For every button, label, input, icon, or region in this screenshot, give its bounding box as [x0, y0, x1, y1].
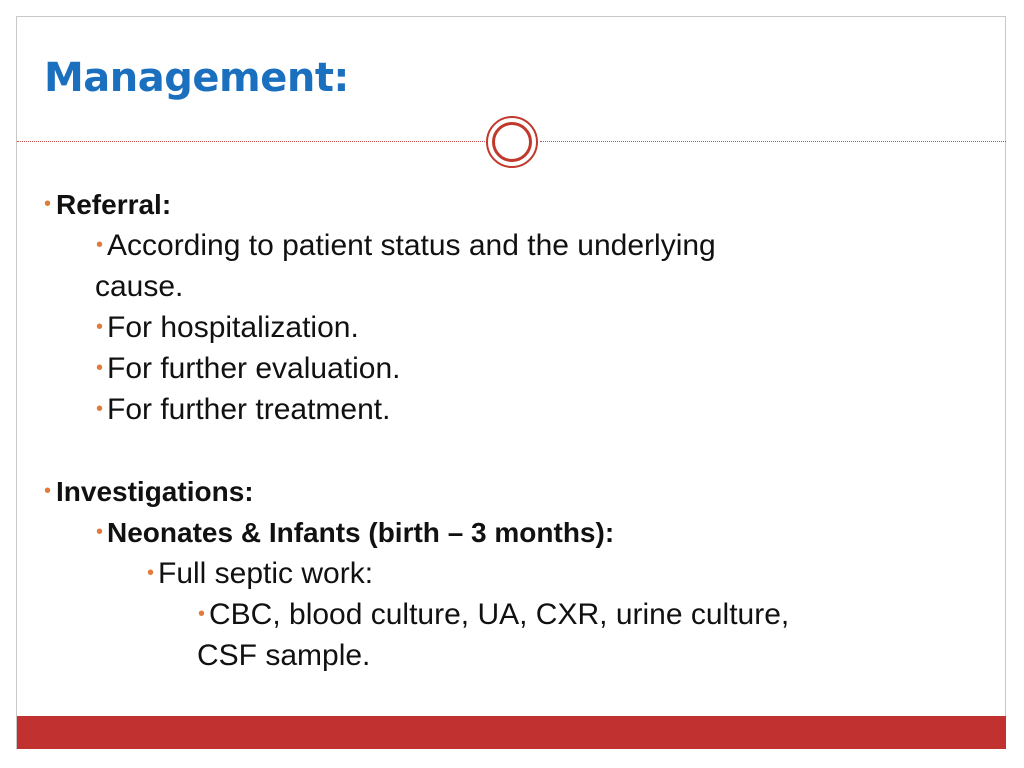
referral-item-text: According to patient status and the underlying: [107, 229, 716, 262]
referral-item-text: For hospitalization.: [107, 311, 359, 344]
bullet-dot-icon: •: [96, 398, 104, 420]
bullet-neonates-infants: [44, 512, 944, 553]
bullet-investigations: [44, 471, 944, 512]
referral-item-text: cause.: [95, 270, 184, 303]
header-divider-right: [540, 141, 1006, 142]
investigations-subitem: Full septic work:: [158, 557, 374, 590]
bullet-referral-hospitalization: [44, 307, 944, 348]
bullet-dot-icon: •: [96, 234, 104, 256]
referral-item-text: For further evaluation.: [107, 352, 401, 385]
bullet-referral-evaluation: [44, 348, 944, 389]
slide-content: [44, 184, 944, 676]
slide-title: Management:: [44, 55, 349, 101]
bullet-referral-status: [44, 225, 944, 266]
investigations-subheading: Neonates & Infants (birth – 3 months):: [107, 517, 615, 548]
header-divider-left: [17, 141, 485, 142]
bullet-referral-treatment: [44, 389, 944, 430]
bullet-dot-icon: •: [96, 316, 104, 338]
section-heading-investigations: Investigations:: [56, 476, 254, 507]
bullet-dot-icon: •: [96, 521, 104, 543]
ring-ornament-inner: [492, 122, 532, 162]
bullet-full-septic-work: [44, 553, 944, 594]
footer-bar: [17, 716, 1006, 749]
bullet-dot-icon: •: [96, 357, 104, 379]
bullet-dot-icon: •: [198, 603, 206, 625]
investigations-detail-text: CBC, blood culture, UA, CXR, urine culture,: [209, 598, 790, 631]
ring-ornament-icon: [486, 116, 538, 168]
referral-item-text: For further treatment.: [107, 393, 391, 426]
bullet-referral: [44, 184, 944, 225]
section-heading-referral: Referral:: [56, 189, 172, 220]
bullet-septic-tests: [44, 594, 944, 635]
bullet-dot-icon: •: [147, 562, 155, 584]
investigations-detail-text: CSF sample.: [197, 639, 371, 672]
section-spacer: [44, 430, 944, 471]
bullet-septic-tests-continued: [44, 635, 944, 676]
bullet-dot-icon: •: [44, 480, 52, 502]
bullet-dot-icon: •: [44, 193, 52, 215]
bullet-referral-status-continued: [44, 266, 944, 307]
